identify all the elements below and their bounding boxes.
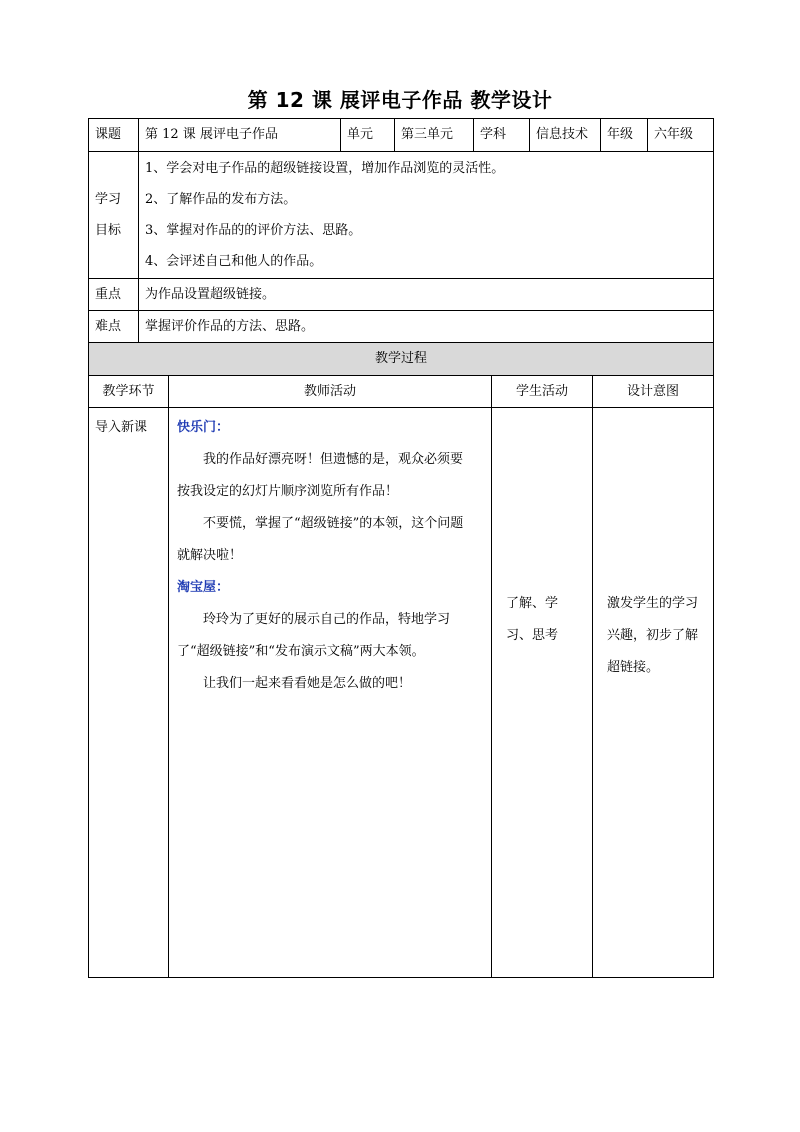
process-body-row	[89, 408, 714, 978]
info-row-goals	[89, 152, 714, 279]
unit-label: 单元	[341, 119, 395, 152]
subject-value: 信息技术	[530, 119, 601, 152]
lesson-info-table	[88, 118, 714, 343]
difficulty-value: 掌握评价作品的方法、思路。	[139, 311, 714, 343]
unit-value: 第三单元	[395, 119, 474, 152]
paragraph: 我的作品好漂亮呀！但遗憾的是，观众必须要按我设定的幻灯片顺序浏览所有作品！	[177, 452, 464, 499]
info-row-difficulty	[89, 311, 714, 343]
header-stage: 教学环节	[89, 376, 169, 408]
grade-label: 年级	[601, 119, 648, 152]
teacher-activity-cell	[169, 408, 492, 978]
page-title: 第 12 课 展评电子作品 教学设计	[247, 88, 553, 112]
info-row-topic	[89, 119, 714, 152]
goals-label	[89, 152, 139, 279]
paragraph: 让我们一起来看看她是怎么做的吧！	[203, 676, 412, 691]
header-teacher-activity: 教师活动	[169, 376, 492, 408]
difficulty-label: 难点	[89, 311, 139, 343]
topic-value: 第 12 课 展评电子作品	[139, 119, 341, 152]
paragraph: 不要慌，掌握了“超级链接”的本领，这个问题就解决啦！	[177, 516, 464, 563]
student-activity-text: 了解、学习、思考	[506, 596, 559, 643]
goal-item: 2、了解作品的发布方法。	[145, 192, 297, 207]
goals-label-line-1: 学习	[95, 192, 122, 207]
goals-list	[139, 152, 714, 279]
stage-cell: 导入新课	[89, 408, 169, 978]
subject-label: 学科	[474, 119, 530, 152]
process-banner: 教学过程	[89, 343, 714, 376]
goal-item: 3、掌握对作品的的评价方法、思路。	[145, 223, 362, 238]
process-header-row	[89, 376, 714, 408]
key-point-label: 重点	[89, 279, 139, 311]
design-intent-cell	[593, 408, 714, 978]
goal-item: 4、会评述自己和他人的作品。	[145, 254, 323, 269]
goals-label-line-2: 目标	[95, 223, 122, 238]
grade-value: 六年级	[648, 119, 714, 152]
process-banner-row	[89, 343, 714, 376]
student-activity-cell	[492, 408, 593, 978]
goal-item: 1、学会对电子作品的超级链接设置，增加作品浏览的灵活性。	[145, 161, 505, 176]
key-point-value: 为作品设置超级链接。	[139, 279, 714, 311]
design-intent-text: 激发学生的学习兴趣，初步了解超链接。	[607, 596, 699, 675]
info-row-key-point	[89, 279, 714, 311]
header-student-activity: 学生活动	[492, 376, 593, 408]
section-heading-happy-door: 快乐门：	[177, 420, 230, 435]
header-design-intent: 设计意图	[593, 376, 714, 408]
section-heading-treasure-house: 淘宝屋：	[177, 580, 230, 595]
paragraph: 玲玲为了更好的展示自己的作品，特地学习了“超级链接”和“发布演示文稿”两大本领。	[177, 612, 451, 659]
teaching-process-table	[88, 342, 714, 978]
topic-label: 课题	[89, 119, 139, 152]
